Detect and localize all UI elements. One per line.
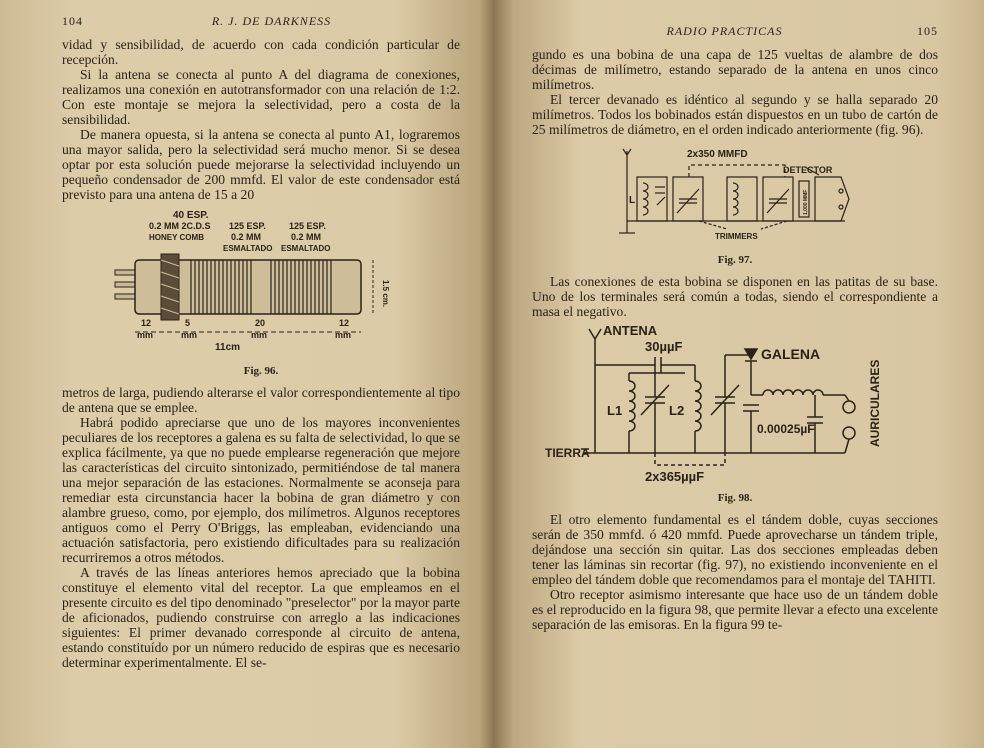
right-paragraph-4: El otro elemento fundamental es el tándem doble, cuyas secciones serán de 350 mmfd. ó 420 mmfd. Puede aprovecharse un tándem triple, dejándose una sección sin quitar. Las dos secciones empleadas deben tener las láminas sin recortar (fig. 97), no existiendo inconveniente en el empleo del tándem doble que recomendamos para el montaje del TAHITI.	[532, 512, 938, 587]
w2-label-2: 0.2 MM	[231, 232, 262, 242]
fig98-bypass-label: 0.00025µF	[757, 422, 815, 436]
w3-label-1: 125 ESP.	[289, 221, 326, 231]
fig98-ground-label: TIERRA	[545, 446, 590, 460]
right-paragraph-2: El tercer devanado es idéntico al segundo y se halla separado 20 milímetros. Todos los bobinados están dispuestos en un tubo de cartón de 25 milímetros de diámetro, en el orden indicado anteriormente (fig. 96).	[532, 92, 938, 137]
left-running-title: R. J. DE DARKNESS	[211, 14, 332, 28]
right-page	[494, 0, 984, 748]
right-running-head	[532, 24, 938, 39]
right-paragraph-5: Otro receptor asimismo interesante que hace uso de un tándem doble es el reproducido en la figura 98, que permite llevar a efecto una excelente separación de las emisoras. En la figura 99 te-	[532, 587, 938, 632]
left-paragraph-5: Habrá podido apreciarse que uno de los mayores inconvenientes peculiares de los receptores a galena es su falta de selectividad, lo que se explica fácilmente, ya que no puede emplearse regeneración que mejore las características del circuito sintonizado, permitiéndose de tal manera una mejor separación de las estaciones. Normalmente se aconseja para remediar esta circunstancia hacer la bobina de gran diámetro y con alambre grueso, como, por ejemplo, dos milímetros. Algunos receptores antiguos como el Perry O'Briggs, las empleaban, evidenciando una actuación satisfactoria, pero existiendo dificultades para su realización recurriremos a otros métodos.	[62, 415, 460, 565]
dim-unit-2: mm	[181, 330, 198, 340]
left-page-number: 104	[62, 14, 83, 28]
left-paragraph-3: De manera opuesta, si la antena se conecta al punto A1, lograremos una mayor salida, pero la selectividad será mucho menor. Si se desea optar por esta solución puede mejorarse la selectividad incluyendo un pequeño condensador de 200 mmfd. El valor de este condensador está previsto para una antena de 15 a 20	[62, 127, 460, 202]
fig97-detector-label: DETECTOR	[783, 165, 833, 175]
fig98-headphones-label: AURICULARES	[868, 359, 882, 447]
figure-98-schematic	[545, 325, 925, 485]
fig97-trimmers-label: TRIMMERS	[715, 232, 758, 241]
fig98-antenna-label: ANTENA	[603, 325, 658, 338]
w3-label-2: 0.2 MM	[291, 232, 322, 242]
figure-96-caption: Fig. 96.	[243, 365, 279, 377]
left-paragraph-6: A través de las líneas anteriores hemos apreciado que la bobina constituye el elemento vital del receptor. La que empleamos en el presente circuito es del tipo denominado "preselector" por la mayor parte de aficionados, pudiendo construirse con arreglo a las indicaciones siguientes: El primer devanado corresponde al circuito de antena, estando constituído por un número reducido de espiras que es necesario determinar experimentalmente. El se-	[62, 565, 460, 670]
coil-drawing	[111, 208, 411, 358]
w2-label-3: ESMALTADO	[223, 244, 273, 253]
dim-12a: 12	[141, 318, 152, 328]
fig97-capacitor-label: 2x350 MMFD	[687, 149, 748, 160]
figure-97	[532, 143, 938, 266]
left-paragraph-2: Si la antena se conecta al punto A del diagrama de conexiones, realizamos una conexión en autotransformador con una relación de 1:2. Con este montaje se mejora la selectividad, pero a costa de la sensibilidad.	[62, 67, 460, 127]
dim-unit-4: mm	[335, 330, 352, 340]
right-paragraph-3: Las conexiones de esta bobina se disponen en las patitas de su base. Uno de los terminales será común a todas, siendo el correspondiente a masa el negativo.	[532, 274, 938, 319]
fig97-resistor-label: 1,000 MMF	[803, 189, 809, 215]
figure-97-schematic	[615, 143, 855, 247]
w1-label-1: 40 ESP.	[173, 210, 209, 221]
w3-label-3: ESMALTADO	[281, 244, 331, 253]
dim-5: 5	[185, 318, 191, 328]
figure-98-caption: Fig. 98.	[717, 492, 753, 504]
dim-unit-3: mm	[251, 330, 268, 340]
fig98-l1-label: L1	[607, 403, 623, 418]
dim-unit-1: mm	[137, 330, 154, 340]
left-paragraph-4: metros de larga, pudiendo alterarse el valor correspondientemente al tipo de antena que se emplee.	[62, 385, 460, 415]
w1-label-3: HONEY COMB	[149, 233, 204, 242]
right-paragraph-1: gundo es una bobina de una capa de 125 vueltas de alambre de dos décimas de milímetro, estando separado de la antena en unos cinco milímetros.	[532, 47, 938, 92]
total-length: 11cm	[215, 342, 241, 353]
dim-12b: 12	[339, 318, 350, 328]
fig98-tandem-label: 2x365µµF	[645, 469, 705, 484]
w1-label-2: 0.2 MM 2C.D.S	[149, 221, 211, 231]
fig97-coil-label: L	[629, 195, 636, 206]
left-paragraph-1: vidad y sensibilidad, de acuerdo con cada condición particular de recepción.	[62, 37, 460, 67]
dim-20: 20	[255, 318, 266, 328]
figure-96	[62, 208, 460, 377]
fig98-l2-label: L2	[669, 403, 685, 418]
right-page-number: 105	[917, 24, 938, 38]
fig98-galena-label: GALENA	[761, 346, 821, 362]
fig98-cap-small-label: 30µµF	[645, 339, 683, 354]
figure-97-caption: Fig. 97.	[717, 254, 753, 266]
left-running-head	[62, 14, 460, 29]
figure-98	[532, 325, 938, 504]
right-running-title: RADIO PRACTICAS	[666, 24, 783, 38]
w2-label-1: 125 ESP.	[229, 221, 266, 231]
diameter-label: 1.5 cm.	[381, 280, 390, 308]
